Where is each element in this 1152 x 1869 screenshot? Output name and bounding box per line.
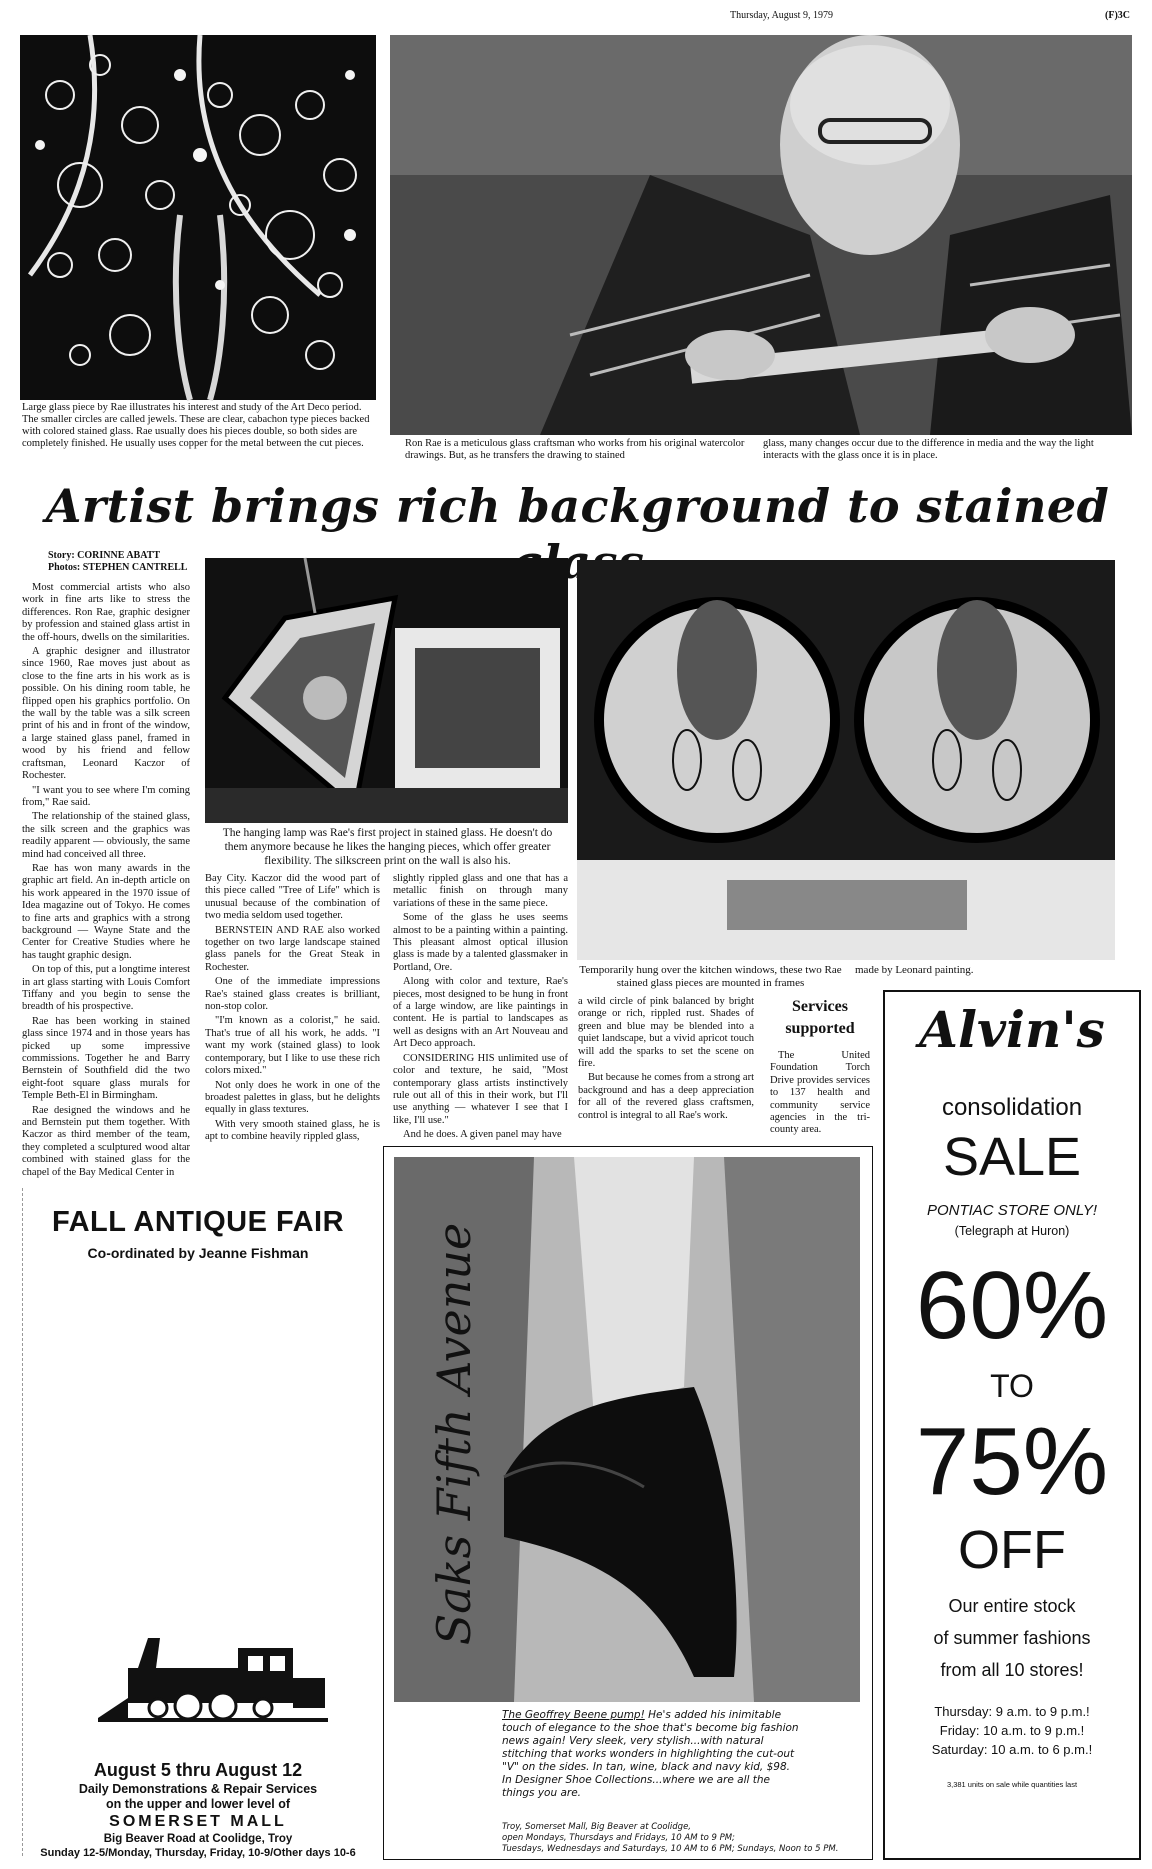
alvins-store: PONTIAC STORE ONLY! <box>926 1202 1098 1219</box>
headline: Artist brings rich background to stained <box>45 479 1110 533</box>
kitchen-caption-a: Temporarily hung over the kitchen windows, these two Rae stained glass pieces are mounted in frames <box>579 964 842 989</box>
antique-fair-hours: Sunday 12-5/Monday, Thursday, Friday, 10-9/Other days 10-6 <box>40 1847 356 1859</box>
antique-fair-dates: August 5 thru August 12 <box>93 1760 303 1780</box>
saks-store-3: Tuesdays, Wednesdays and Saturdays, 10 AM to 6 PM; Sundays, Noon to 5 PM. <box>502 1844 839 1854</box>
art-deco-glass-photo <box>20 35 376 400</box>
alvins-desc-3: from all 10 stores! <box>940 1660 1084 1680</box>
alvins-hours-1: Thursday: 9 a.m. to 9 p.m.! <box>934 1704 1090 1719</box>
antique-fair-title: FALL ANTIQUE FAIR <box>51 1206 345 1238</box>
page-edition: (F)3C <box>1105 10 1130 21</box>
saks-copy <box>502 1709 802 1800</box>
antique-fair-location: Big Beaver Road at Coolidge, Troy <box>103 1833 293 1845</box>
alvins-ad <box>883 990 1141 1860</box>
alvins-consolidation: consolidation <box>941 1094 1083 1121</box>
alvins-desc-1: Our entire stock <box>948 1596 1076 1616</box>
saks-logo: Saks Fifth Avenue <box>427 1222 481 1646</box>
saks-store-1: Troy, Somerset Mall, Big Beaver at Coolidge, <box>502 1822 692 1832</box>
craftsman-caption-a: Ron Rae is a meticulous glass craftsman who works from his original watercolor drawings. But, as he transfers the drawing to stained <box>405 438 745 461</box>
article-column-3: slightly rippled glass and one that has a metallic finish on through many variations of these in the same piece. Some of the glass he uses seems almost to be a painting within a painting. This pleasant almost optical illusion glass is made by a talented glassmaker in Portland, Ore. Along with color and texture, Rae's pieces, most designed to be hung in front of a large window, are like paintings in content. He is partial to landscapes as well as designs with an Art Nouveau and Art Deco approach. CONSIDERING HIS unlimited use of color and texture, he said, "Most contemporary glass artists instinctively rule out all of this in their work, but I'll use anything — whatever I see that I like, I'll use." And he does. A given panel may have <box>393 873 568 1141</box>
craftsman-photo <box>390 35 1132 435</box>
alvins-percent-60: 60% <box>915 1252 1109 1359</box>
art-deco-caption: Large glass piece by Rae illustrates his interest and study of the Art Deco period. The smaller circles are called jewels. These are clear, cabachon type pieces backed with colored stained glass. Rae usually does his pieces double, so both sides are completely finished. He usually uses copper for the metal between the cut pieces. <box>22 402 370 449</box>
sidebar-title: Services supported <box>785 998 855 1037</box>
article-column-1: Most commercial artists who also work in fine arts like to stress the differences. Ron Rae, graphic designer by profession and stained glass artist in the off-hours, dwells on the similarities. A graphic designer and illustrator since 1960, Rae moves just about as close to the fine arts in his work as is possible. On his dining room table, he flipped open his graphics portfolio. On the wall by the table was a silk screen print of his and in front of the window, a large stained glass panel, framed in wood by his friend and fellow craftsman, Leonard Kaczor of Rochester. "I want you to see where I'm coming from," Rae said. The relationship of the stained glass, the silk screen and the graphics was readily apparent — obviously, the same mind had conceived all three. Rae has won many awards in the graphic art field. An in-depth article on his work appeared in the 1970 issue of Idea magazine out of Tokyo. He comes to fine arts and graphics with a strong background — Wayne State and the Center for Creative Studies where he has taught graphic design. On top of this, put a longtime interest in art glass starting with Louis Comfort Tiffany and you begin to sense the breadth of his prospective. Rae has been working in stained glass since 1974 and in those years has picked up some impressive commissions. Together he and Barry Bernstein of Southfield did the two eight-foot square glass murals for Temple Beth-El in Birmingham. Rae designed the windows and he and Bernstein put them together. With Kaczor as third member of the team, they completed a sculptured wood altar combined with stained glass for the chapel of the Bay Medical Center in <box>22 582 190 1178</box>
byline-photos: Photos: STEPHEN CANTRELL <box>48 562 188 573</box>
antique-fair-line-2: on the upper and lower level of <box>105 1797 291 1811</box>
alvins-hours-2: Friday: 10 a.m. to 9 p.m.! <box>939 1723 1085 1738</box>
kitchen-windows-photo <box>577 560 1115 960</box>
lamp-caption: The hanging lamp was Rae's first project in stained glass. He doesn't do them anymore because he likes the hanging pieces, which offer greater flexibility. The silkscreen print on the wall is also his. <box>222 827 553 867</box>
alvins-off: OFF <box>958 1520 1066 1580</box>
craftsman-caption-b: glass, many changes occur due to the difference in media and the way the light interacts with the glass once it is in place. <box>763 438 1094 461</box>
sidebar-body: The United Foundation Torch Drive provides services to 137 health and community service agencies in the tri-county area. <box>770 1050 870 1136</box>
alvins-location: (Telegraph at Huron) <box>954 1224 1070 1238</box>
alvins-desc-2: of summer fashions <box>933 1628 1091 1648</box>
alvins-hours-3: Saturday: 10 a.m. to 6 p.m.! <box>931 1742 1093 1757</box>
alvins-to: TO <box>990 1368 1034 1404</box>
alvins-fine-print: 3,381 units on sale while quantities last <box>946 1780 1078 1789</box>
antique-fair-subtitle: Co-ordinated by Jeanne Fishman <box>87 1245 309 1261</box>
page-date: Thursday, August 9, 1979 <box>730 10 833 21</box>
alvins-sale: SALE <box>942 1127 1082 1187</box>
saks-copy-lead: The Geoffrey Beene pump! <box>502 1709 645 1721</box>
locomotive-illustration <box>98 1628 328 1743</box>
saks-copy-body: He's added his inimitable touch of elegance to the shoe that's become big fashion news again! Very sleek, very stylish...with natural stitching that works wonders in highlighting the cut-out "V" on the sides. In tan, wine, black and navy kid, $98. <box>502 1709 799 1773</box>
antique-fair-line-1: Daily Demonstrations & Repair Services <box>78 1782 318 1796</box>
article-column-2: Bay City. Kaczor did the wood part of this piece called "Tree of Life" which is unusual because of the combination of two media seldom used together. BERNSTEIN AND RAE also worked together on two large landscape stained glass panels for the Great Steak in Rochester. One of the immediate impressions Rae's stained glass creates is brilliant, non-stop color. "I'm known as a colorist," he said. That's true of all his work, he adds. "I want my work (stained glass) to look contemporary, but I like to use these rich colors mixed." Not only does he work in one of the broadest palettes in glass, but he delights equally in glass textures. With very smooth stained glass, he is apt to combine heavily rippled glass, <box>205 873 380 1143</box>
antique-fair-mall: SOMERSET MALL <box>109 1813 287 1830</box>
antique-fair-ad <box>22 1188 373 1859</box>
saks-copy-tag: In Designer Shoe Collections...where we are all the things you are. <box>502 1774 771 1799</box>
hanging-lamp-photo <box>205 558 568 823</box>
alvins-percent-75: 75% <box>915 1408 1109 1515</box>
saks-store-2: open Mondays, Thursdays and Fridays, 10 AM to 9 PM; <box>502 1833 735 1843</box>
byline-story: Story: CORINNE ABATT <box>48 550 161 561</box>
saks-ad <box>383 1146 873 1860</box>
alvins-logo: Alvin's <box>919 1000 1105 1059</box>
kitchen-caption-b: made by Leonard painting. <box>855 964 974 976</box>
article-column-4: a wild circle of pink balanced by bright orange or rich, rippled rust. Shades of green and blue may be blended into a quiet landscape, but a vivid apricot touch will add the sparks to set the scene on fire. But because he comes from a strong art background and has a deep appreciation for all of the revered glass craftsmen, control is integral to all Rae's work. <box>578 996 754 1121</box>
